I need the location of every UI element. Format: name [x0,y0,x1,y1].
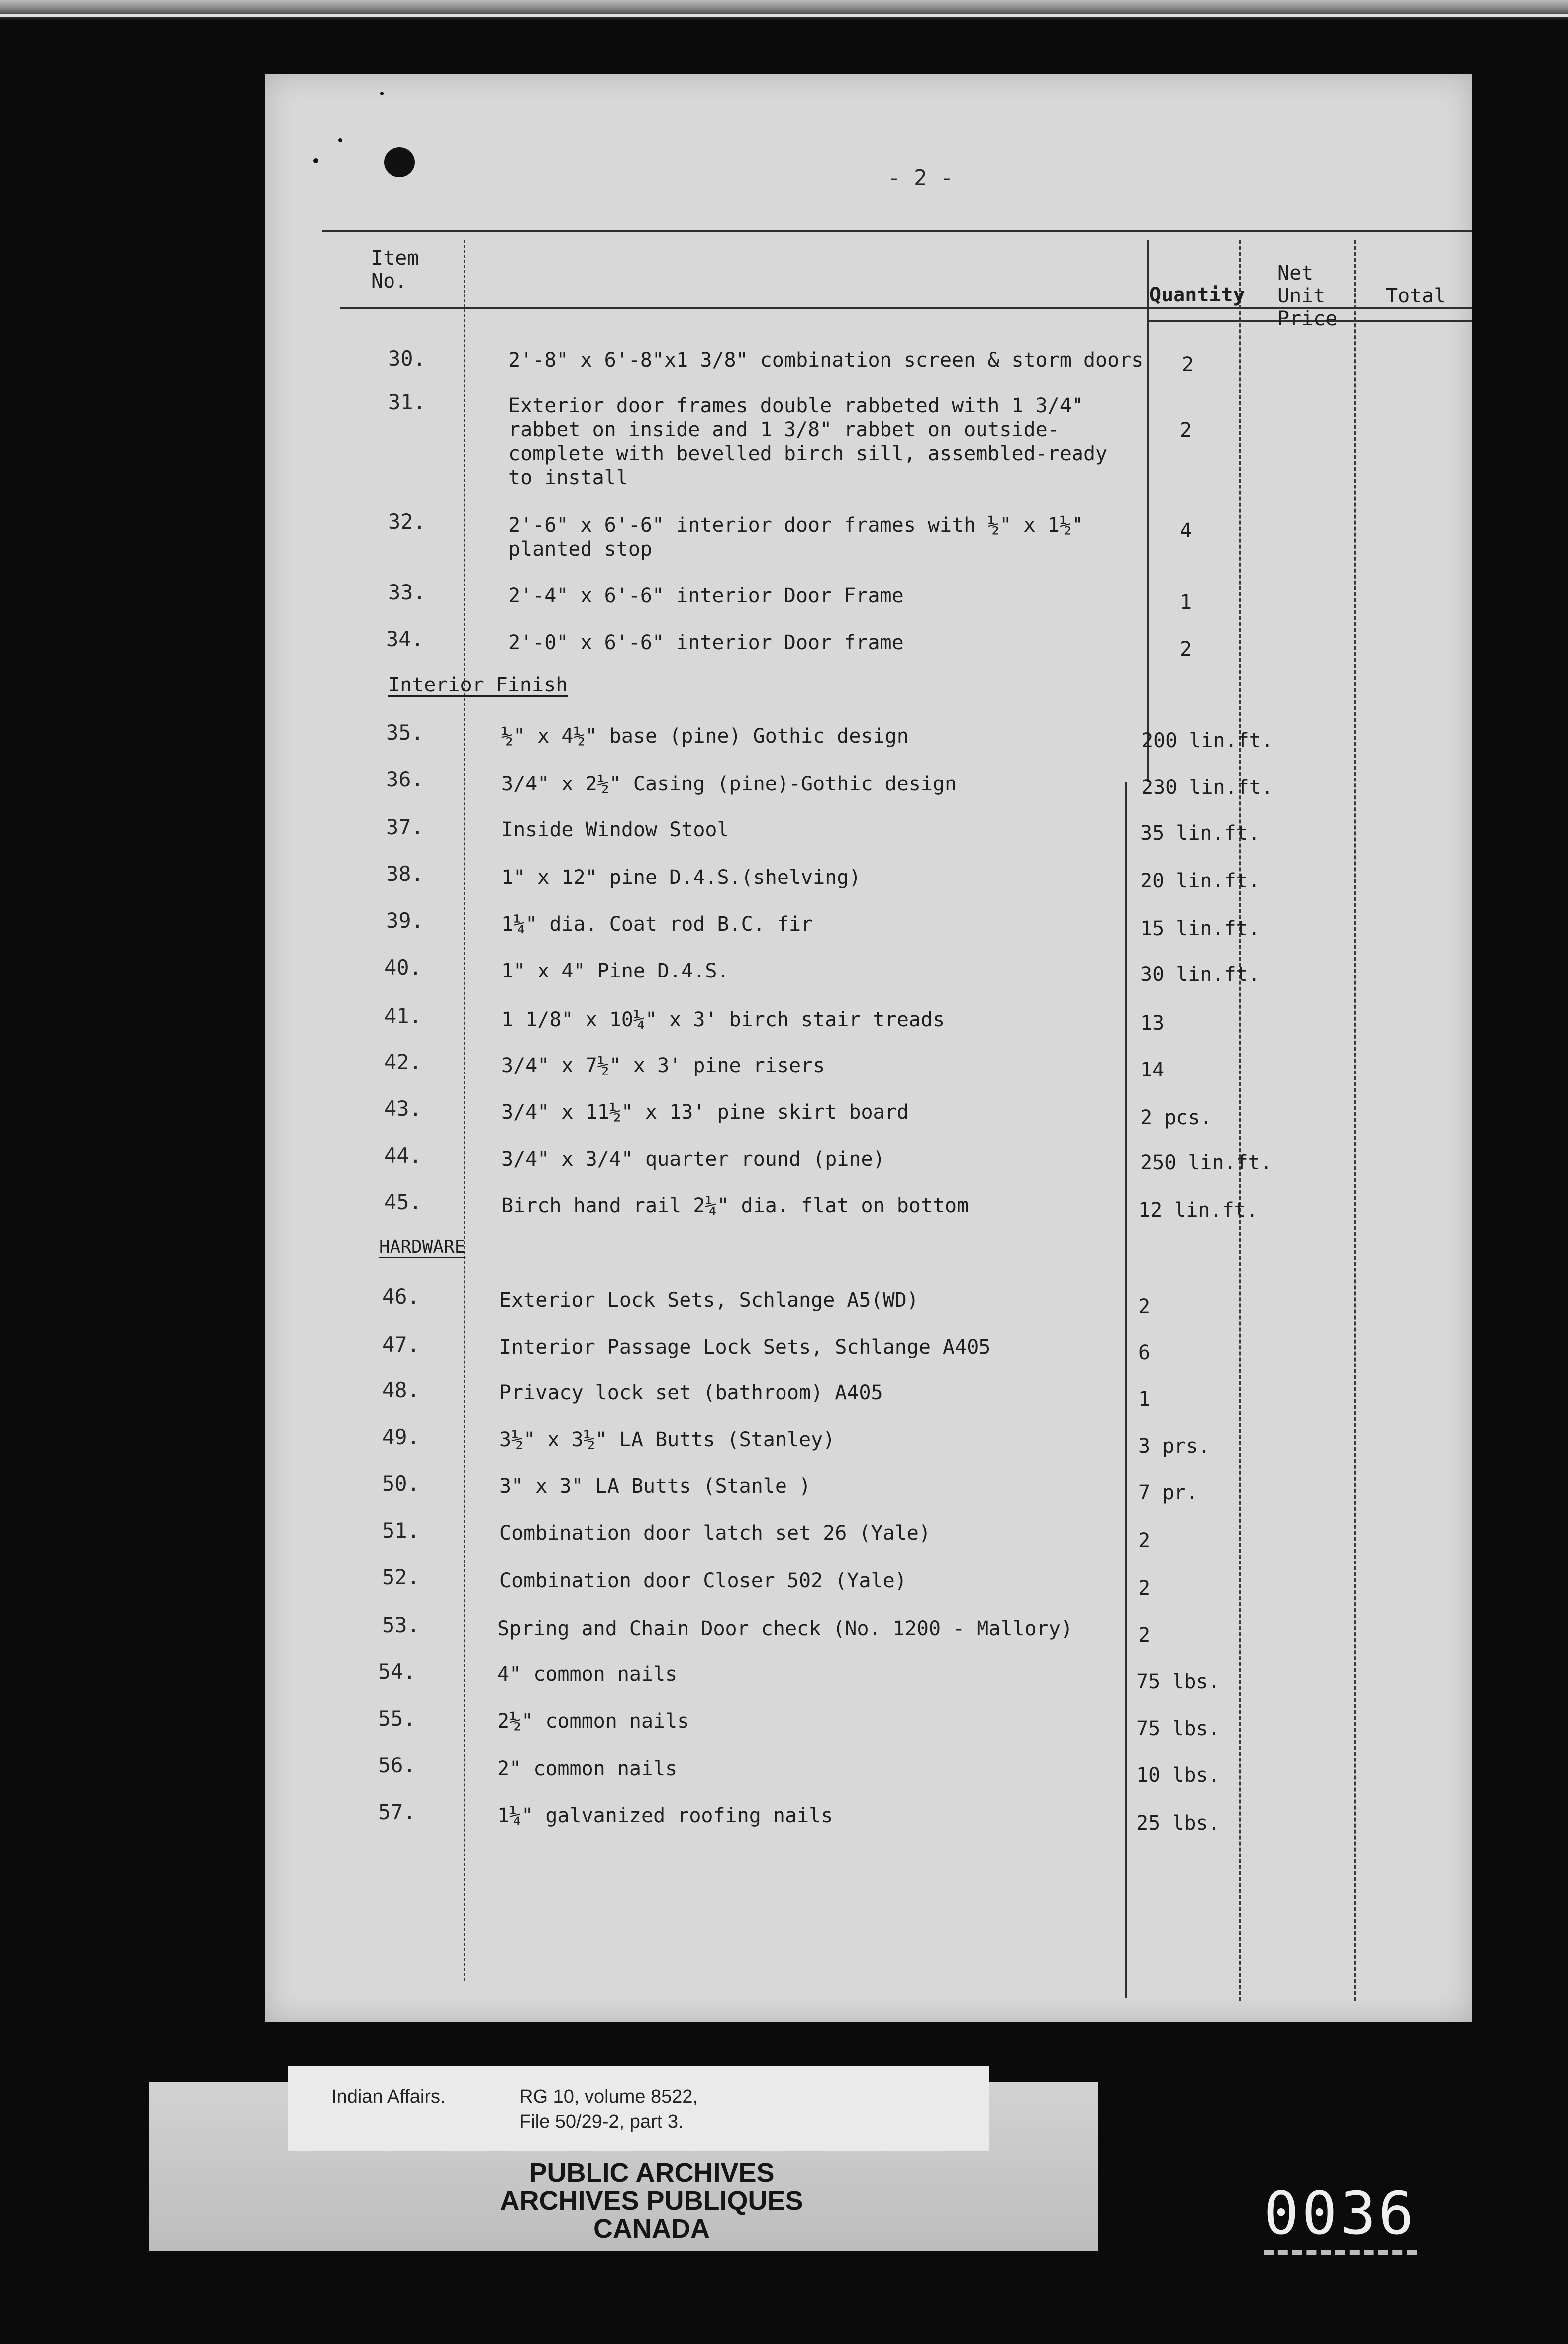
item-number: 52. [382,1565,420,1589]
item-quantity: 15 lin.ft. [1140,917,1260,940]
archive-reference-label [288,2066,989,2151]
item-number: 31. [388,390,426,414]
ink-speck [313,158,318,163]
item-quantity: 2 [1138,1624,1151,1647]
microfilm-frame-number: 0036 [1264,2179,1417,2255]
item-number: 46. [382,1284,420,1309]
item-description: Privacy lock set (bathroom) A405 [499,1381,883,1404]
item-number: 44. [384,1143,422,1168]
item-quantity: 2 [1138,1577,1151,1600]
item-description: Spring and Chain Door check (No. 1200 - Mallory) [497,1617,1073,1640]
item-number: 40. [384,955,422,979]
archive-stamp-line: ARCHIVES PUBLIQUES [500,2186,803,2216]
item-number: 33. [388,580,426,604]
header-net-unit-price: Net Unit Price [1277,262,1338,330]
ink-speck [338,138,342,142]
archive-stamp-line: PUBLIC ARCHIVES [529,2158,775,2188]
item-number: 30. [388,346,426,371]
item-quantity: 2 [1182,353,1194,376]
item-description: Exterior door frames double rabbeted with 1 3/4" rabbet on inside and 1 3/8" rabbet on outside- complete with bevelled birch sill, assembled-ready to install [508,394,1108,489]
item-quantity: 75 lbs. [1136,1717,1220,1740]
item-quantity: 25 lbs. [1136,1812,1220,1835]
item-quantity: 2 [1138,1529,1151,1552]
archive-stamp-line: CANADA [593,2214,710,2244]
item-description: 3/4" x 2½" Casing (pine)-Gothic design [501,773,957,795]
document-page [265,74,1472,2022]
item-quantity: 20 lin.ft. [1140,870,1260,892]
film-edge-rule [0,14,1568,17]
archive-stamp [433,2159,871,2243]
item-quantity: 2 pcs. [1140,1106,1212,1129]
item-description: 2'-8" x 6'-8"x1 3/8" combination screen & storm doors [508,349,1144,372]
table-top-rule [322,230,1472,232]
item-number: 49. [382,1425,420,1449]
item-quantity: 2 [1180,419,1192,442]
item-description: Combination door latch set 26 (Yale) [499,1522,931,1545]
item-quantity: 230 lin.ft. [1141,776,1273,799]
header-item-no: Item No. [371,247,419,293]
item-description: 1 1/8" x 10¼" x 3' birch stair treads [501,1008,945,1031]
item-description: 3½" x 3½" LA Butts (Stanley) [499,1428,835,1451]
quantity-column-divider [1147,240,1149,782]
item-number: 48. [382,1378,420,1402]
item-number: 37. [386,815,424,839]
archive-department: Indian Affairs. [331,2086,446,2107]
item-number: 43. [384,1096,422,1121]
item-number: 39. [386,908,424,933]
header-quantity: Quantity [1149,284,1245,306]
item-number: 55. [378,1706,416,1731]
total-column-divider [1354,240,1356,2001]
item-number: 45. [384,1190,422,1214]
item-description: 3/4" x 7½" x 3' pine risers [501,1054,825,1077]
item-description: ½" x 4½" base (pine) Gothic design [501,725,909,748]
ink-speck [380,92,384,95]
description-margin-line [464,240,465,1981]
item-quantity: 10 lbs. [1136,1764,1220,1787]
item-description: Exterior Lock Sets, Schlange A5(WD) [499,1289,919,1312]
item-number: 35. [386,720,424,745]
item-quantity: 7 pr. [1138,1481,1198,1504]
item-description: 3" x 3" LA Butts (Stanle ) [499,1475,811,1498]
item-description: 1¼" galvanized roofing nails [497,1804,833,1827]
film-edge [0,0,1568,20]
item-description: Birch hand rail 2¼" dia. flat on bottom [501,1194,969,1217]
item-description: 2'-4" x 6'-6" interior Door Frame [508,585,904,607]
item-description: 2½" common nails [497,1710,689,1733]
item-quantity: 12 lin.ft. [1138,1199,1258,1222]
item-quantity: 1 [1180,591,1192,614]
item-number: 36. [386,767,424,791]
item-number: 32. [388,509,426,534]
item-number: 51. [382,1518,420,1543]
item-description: Inside Window Stool [501,818,729,841]
item-quantity: 2 [1180,638,1192,661]
item-description: 2'-0" x 6'-6" interior Door frame [508,631,904,654]
item-description: Combination door Closer 502 (Yale) [499,1569,907,1592]
item-number: 54. [378,1660,416,1684]
item-description: 1¼" dia. Coat rod B.C. fir [501,913,813,936]
price-column-divider [1239,240,1241,2001]
item-description: Interior Passage Lock Sets, Schlange A405 [499,1336,991,1359]
item-number: 42. [384,1050,422,1074]
item-number: 38. [386,862,424,886]
item-description: 3/4" x 11½" x 13' pine skirt board [501,1101,909,1124]
item-description: 2'-6" x 6'-6" interior door frames with ½" x 1½" planted stop [508,514,1083,561]
item-number: 57. [378,1800,416,1824]
item-number: 50. [382,1471,420,1496]
item-description: 2" common nails [497,1758,678,1780]
item-quantity: 4 [1180,519,1192,542]
section-heading-hardware: HARDWARE [379,1237,466,1257]
item-quantity: 250 lin.ft. [1140,1151,1272,1174]
item-description: 1" x 12" pine D.4.S.(shelving) [501,866,861,889]
item-number: 47. [382,1332,420,1357]
item-quantity: 75 lbs. [1136,1670,1220,1693]
header-total: Total [1386,285,1446,307]
item-description: 1" x 4" Pine D.4.S. [501,960,729,982]
item-quantity: 2 [1138,1295,1151,1318]
item-quantity: 35 lin.ft. [1140,822,1260,845]
item-description: 4" common nails [497,1663,678,1686]
section-heading-interior-finish: Interior Finish [388,674,568,696]
item-number: 34. [386,627,424,651]
archive-reference-line1: RG 10, volume 8522, [519,2086,698,2107]
ink-blot [384,147,415,177]
item-quantity: 3 prs. [1138,1435,1210,1458]
item-number: 53. [382,1613,420,1637]
page-number: - 2 - [887,165,954,191]
item-quantity: 6 [1138,1341,1151,1364]
item-quantity: 1 [1138,1388,1151,1411]
item-quantity: 30 lin.ft. [1140,963,1260,986]
item-number: 41. [384,1004,422,1028]
quantity-column-divider [1125,782,1127,1998]
item-quantity: 200 lin.ft. [1141,729,1273,752]
archive-reference-line2: File 50/29-2, part 3. [519,2111,684,2132]
item-quantity: 14 [1140,1059,1165,1081]
item-number: 56. [378,1753,416,1777]
item-quantity: 13 [1140,1012,1165,1035]
item-description: 3/4" x 3/4" quarter round (pine) [501,1148,885,1171]
